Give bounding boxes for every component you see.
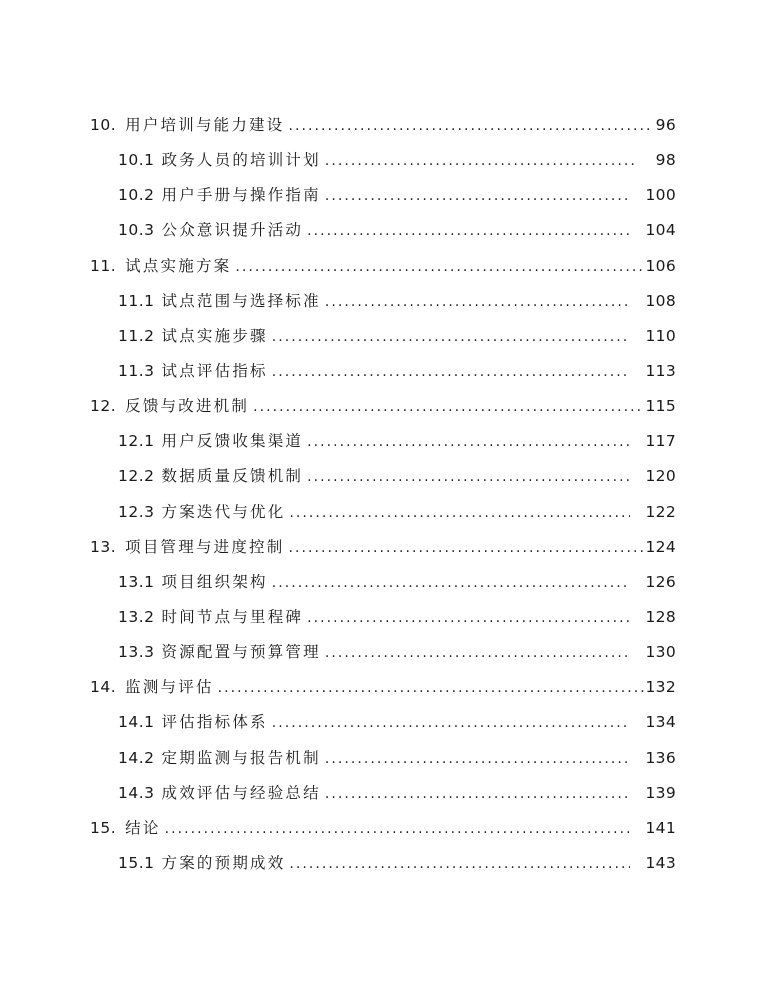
toc-entry-title: 数据质量反馈机制 [161,467,304,486]
toc-entry-number: 14. [90,678,117,697]
toc-entry-page: 115 [645,397,676,416]
dot-leader [218,679,644,697]
toc-entry-title: 用户反馈收集渠道 [161,432,304,451]
toc-entry[interactable] [0,845,765,880]
dot-leader [253,398,643,416]
toc-entry[interactable] [0,494,765,529]
toc-entry-number: 13.3 [118,643,155,662]
toc-entry[interactable] [0,248,765,283]
toc-entry[interactable] [0,564,765,599]
toc-entry-title: 成效评估与经验总结 [161,783,321,802]
dot-leader [165,820,630,838]
toc-entry-number: 13.1 [118,572,155,591]
toc-entry-title: 试点实施方案 [125,256,232,275]
toc-entry-number: 11. [90,256,117,275]
toc-entry-line [118,749,676,768]
toc-entry-page: 130 [645,643,676,662]
dot-leader [272,714,630,732]
toc-entry-number: 14.1 [118,713,155,732]
toc-entry-title: 评估指标体系 [161,713,268,732]
toc-entry-line [118,221,676,240]
toc-entry-title: 方案的预期成效 [161,853,286,872]
toc-entry-number: 11.3 [118,361,155,380]
toc-entry-line [118,186,676,205]
dot-leader [307,433,629,451]
toc-entry-line [90,819,676,838]
toc-entry-page: 100 [645,186,676,205]
toc-entry-number: 14.2 [118,748,155,767]
toc-entry[interactable] [0,107,765,142]
toc-entry-line [118,643,676,662]
dot-leader [325,785,630,803]
toc-entry-title: 项目管理与进度控制 [125,537,285,556]
toc-entry[interactable] [0,634,765,669]
toc-entry-number: 10. [90,116,117,134]
toc-entry-title: 监测与评估 [125,678,214,697]
dot-leader [288,117,652,135]
dot-leader [325,152,638,170]
toc-entry-line [118,713,676,732]
toc-entry-page: 106 [645,256,676,275]
toc-entry-page: 136 [645,748,676,767]
toc-entry-line [118,432,676,451]
toc-entry-line [118,292,676,311]
dot-leader [325,750,630,768]
toc-entry-number: 12.3 [118,502,155,521]
toc-entry[interactable] [0,212,765,247]
toc-entry-line [90,257,676,276]
toc-entry-line [118,151,676,170]
dot-leader [325,293,630,311]
table-of-contents [0,107,765,880]
toc-entry-line [118,784,676,803]
toc-entry-page: 117 [645,432,676,451]
toc-entry-page: 124 [645,537,676,556]
toc-entry[interactable] [0,423,765,458]
toc-entry-title: 资源配置与预算管理 [161,643,321,662]
dot-leader [307,609,629,627]
toc-entry-number: 15.1 [118,853,155,872]
toc-entry-page: 122 [645,502,676,521]
dot-leader [325,644,630,662]
toc-entry-number: 10.1 [118,151,155,170]
toc-entry[interactable] [0,740,765,775]
toc-entry-title: 方案迭代与优化 [161,502,286,521]
toc-entry-line [118,327,676,346]
toc-entry-line [118,503,676,522]
toc-entry-line [118,608,676,627]
toc-entry-title: 用户培训与能力建设 [125,116,285,134]
toc-entry-number: 13. [90,537,117,556]
dot-leader [307,222,629,240]
toc-entry[interactable] [0,599,765,634]
toc-entry-line [118,854,676,873]
dot-leader [272,328,630,346]
toc-entry-page: 98 [655,151,676,170]
toc-entry-line [118,573,676,592]
toc-entry-page: 120 [645,467,676,486]
toc-entry-page: 139 [645,783,676,802]
toc-entry-title: 试点范围与选择标准 [161,291,321,310]
toc-entry-line [118,362,676,381]
dot-leader [288,539,643,557]
toc-entry-title: 时间节点与里程碑 [161,607,304,626]
toc-entry-page: 110 [645,326,676,345]
toc-entry-line [90,116,676,135]
dot-leader [307,468,629,486]
toc-entry[interactable] [0,775,765,810]
toc-entry[interactable] [0,177,765,212]
toc-entry-number: 11.2 [118,326,155,345]
toc-entry-line [90,397,676,416]
toc-entry-number: 11.1 [118,291,155,310]
toc-entry[interactable] [0,318,765,353]
toc-entry[interactable] [0,704,765,739]
toc-entry-number: 13.2 [118,607,155,626]
toc-entry[interactable] [0,353,765,388]
toc-entry-title: 用户手册与操作指南 [161,186,321,205]
toc-entry[interactable] [0,388,765,423]
toc-entry-page: 143 [645,853,676,872]
toc-entry-line [90,678,676,697]
toc-entry-title: 定期监测与报告机制 [161,748,321,767]
toc-entry-title: 反馈与改进机制 [125,397,250,416]
toc-entry-title: 试点实施步骤 [161,326,268,345]
toc-entry[interactable] [0,142,765,177]
toc-entry-title: 政务人员的培训计划 [161,151,321,170]
toc-entry-number: 10.2 [118,186,155,205]
toc-entry-number: 15. [90,818,117,837]
toc-entry-number: 14.3 [118,783,155,802]
toc-entry-number: 12.2 [118,467,155,486]
toc-entry[interactable] [0,810,765,845]
toc-entry-line [118,467,676,486]
toc-entry[interactable] [0,283,765,318]
toc-entry-page: 134 [645,713,676,732]
toc-entry-number: 12.1 [118,432,155,451]
toc-entry-page: 108 [645,291,676,310]
toc-entry-page: 126 [645,572,676,591]
toc-entry-page: 96 [655,116,676,134]
toc-entry[interactable] [0,669,765,704]
dot-leader [272,363,630,381]
toc-entry-page: 104 [645,221,676,240]
toc-entry[interactable] [0,458,765,493]
toc-entry-page: 132 [645,678,676,697]
toc-entry-title: 公众意识提升活动 [161,221,304,240]
toc-entry-title: 结论 [125,818,161,837]
dot-leader [272,574,630,592]
toc-entry-title: 试点评估指标 [161,361,268,380]
toc-entry-title: 项目组织架构 [161,572,268,591]
dot-leader [235,258,643,276]
toc-entry-page: 113 [645,361,676,380]
toc-entry-number: 10.3 [118,221,155,240]
toc-entry-number: 12. [90,397,117,416]
toc-entry-line [90,538,676,557]
toc-entry[interactable] [0,529,765,564]
dot-leader [289,855,629,873]
toc-entry-page: 141 [645,818,676,837]
dot-leader [325,187,630,205]
dot-leader [289,504,629,522]
toc-entry-page: 128 [645,607,676,626]
